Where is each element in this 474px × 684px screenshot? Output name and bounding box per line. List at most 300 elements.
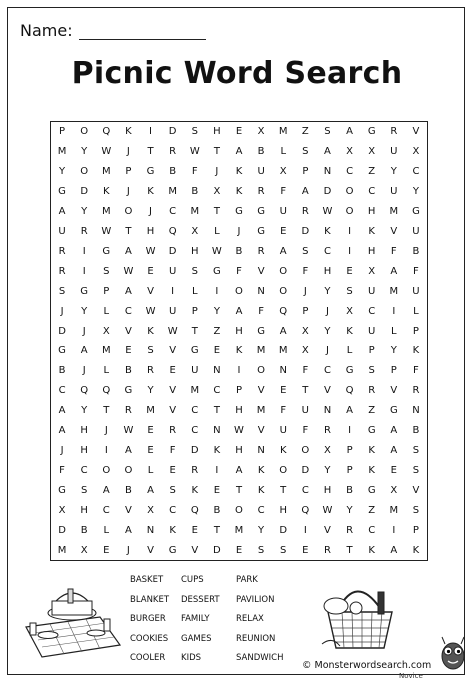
grid-letter: T [346,544,353,556]
grid-letter: J [149,206,152,218]
grid-letter: Y [324,285,331,297]
grid-letter: Q [168,225,177,237]
grid-letter: J [303,285,307,297]
grid-letter: L [191,285,198,297]
grid-letter: V [257,425,265,437]
grid-letter: S [280,544,287,556]
grid-letter: V [124,504,132,516]
grid-letter: K [324,225,331,237]
grid-letter: T [213,206,220,218]
grid-letter: P [59,126,66,138]
grid-letter: W [123,265,134,277]
grid-letter: A [346,126,353,138]
grid-letter: V [257,265,265,277]
word-list-item: REUNION [236,633,276,644]
grid-letter: H [80,425,88,437]
letter-grid [50,121,428,561]
grid-letter: O [301,444,310,456]
grid-letter: J [82,325,86,337]
grid-letter: Y [81,206,88,218]
grid-letter: C [346,166,354,178]
name-field-row [20,21,206,40]
grid-letter: C [323,365,331,377]
grid-letter: D [301,464,310,476]
grid-letter: F [302,425,309,437]
grid-letter: T [213,146,220,158]
grid-letter: P [302,305,309,317]
grid-letter: A [124,245,132,257]
grid-letter: C [412,166,420,178]
grid-letter: G [58,345,66,357]
grid-letter: M [190,206,200,218]
page-title: Picnic Word Search [71,56,403,91]
grid-letter: J [126,544,130,556]
grid-letter: F [280,405,287,417]
grid-letter: K [147,325,154,337]
grid-letter: E [213,484,221,496]
grid-letter: A [58,206,66,218]
word-list-item: PAVILION [236,594,275,605]
grid-letter: M [256,405,266,417]
grid-letter: G [58,484,66,496]
grid-letter: K [125,126,132,138]
grid-letter: A [390,544,398,556]
grid-letter: Y [147,385,154,397]
grid-letter: O [80,166,89,178]
grid-letter: M [101,206,111,218]
grid-letter: U [58,225,66,237]
name-label: Name: [20,21,73,40]
grid-letter: Y [390,166,397,178]
grid-letter: N [213,365,221,377]
grid-letter: K [191,484,199,496]
grid-letter: H [235,325,243,337]
grid-letter: T [125,225,132,237]
grid-letter: V [147,544,154,556]
grid-letter: W [167,325,178,337]
grid-letter: U [368,285,376,297]
grid-letter: X [257,126,265,138]
grid-letter: W [322,504,333,516]
grid-letter: S [147,345,154,357]
grid-letter: D [168,245,177,257]
grid-letter: T [235,484,243,496]
word-list-item: GAMES [181,633,212,644]
grid-letter: E [169,365,176,377]
word-list-item: CUPS [181,575,204,585]
grid-letter: A [58,425,66,437]
word-list-column-3 [236,575,306,673]
grid-letter: K [235,166,243,178]
grid-letter: M [256,345,266,357]
grid-letter: G [389,405,398,417]
grid-letter: R [58,265,66,277]
grid-letter: W [101,225,112,237]
grid-letter: G [257,325,265,337]
grid-letter: K [257,464,265,476]
grid-letter: A [58,405,66,417]
grid-letter: V [169,405,177,417]
grid-letter: A [235,146,243,158]
grid-letter: Y [346,504,353,516]
grid-letter: K [213,444,221,456]
grid-letter: U [390,186,398,198]
grid-letter: H [213,126,221,138]
grid-letter: O [80,126,89,138]
grid-letter: D [58,524,66,536]
grid-letter: R [124,405,132,417]
grid-letter: R [58,245,66,257]
grid-letter: Y [324,325,331,337]
grid-letter: C [323,245,331,257]
grid-letter: R [257,186,265,198]
grid-letter: D [301,225,310,237]
grid-letter: O [279,464,288,476]
grid-letter: O [345,186,354,198]
grid-letter: K [257,484,265,496]
grid-letter: Z [368,504,376,516]
grid-letter: D [80,186,89,198]
grid-letter: K [279,444,287,456]
grid-letter: C [169,206,177,218]
grid-letter: R [301,206,309,218]
grid-letter: U [257,166,265,178]
word-list-item: DESSERT [181,594,220,605]
grid-letter: M [389,285,399,297]
grid-letter: C [257,504,265,516]
grid-letter: G [124,385,133,397]
grid-letter: Y [81,146,88,158]
grid-letter: G [345,365,354,377]
grid-letter: J [60,444,64,456]
grid-letter: C [169,504,177,516]
picnic-basket-illustration [318,578,404,654]
grid-letter: Q [80,385,89,397]
grid-letter: E [169,464,176,476]
grid-letter: P [346,444,353,456]
grid-letter: S [58,285,66,297]
grid-letter: G [367,126,376,138]
grid-letter: U [368,325,376,337]
grid-letter: A [279,245,287,257]
grid-letter: H [367,206,376,218]
grid-letter: Z [213,325,221,337]
grid-letter: Y [81,305,88,317]
grid-letter: N [412,405,420,417]
grid-letter: H [235,444,243,456]
grid-letter: J [126,146,130,158]
grid-letter: K [235,345,243,357]
grid-letter: I [348,225,352,237]
grid-letter: A [390,265,398,277]
grid-letter: M [389,504,399,516]
grid-letter: G [213,265,221,277]
grid-letter: Q [345,385,354,397]
grid-letter: N [279,365,287,377]
grid-letter: V [324,524,331,536]
grid-letter: L [103,524,110,536]
grid-letter: J [215,166,219,178]
grid-letter: V [390,225,398,237]
grid-letter: W [189,146,200,158]
grid-letter: X [58,504,66,516]
grid-letter: F [413,365,419,377]
grid-letter: M [101,166,111,178]
grid-letter: S [412,504,420,516]
grid-letter: V [324,385,331,397]
grid-letter: A [80,345,88,357]
grid-letter: Q [102,385,111,397]
grid-letter: B [58,365,66,377]
grid-letter: N [257,444,265,456]
grid-letter: M [146,405,155,417]
grid-letter: F [236,265,242,277]
word-list-item: SANDWICH [236,653,284,663]
grid-letter: G [190,345,199,357]
grid-letter: R [169,425,177,437]
grid-letter: B [257,146,265,158]
grid-letter: V [124,325,132,337]
grid-letter: F [59,464,65,476]
grid-letter: I [82,245,86,257]
grid-letter: F [390,245,397,257]
grid-letter: U [412,285,420,297]
grid-letter: X [301,325,309,337]
grid-letter: A [324,146,331,158]
word-list-item: FAMILY [181,614,210,624]
grid-letter: O [235,504,243,516]
grid-letter: Y [213,305,220,317]
grid-letter: C [80,464,88,476]
grid-letter: A [102,484,110,496]
grid-letter: C [213,385,221,397]
grid-letter: Y [59,166,66,178]
grid-letter: M [278,126,288,138]
grid-letter: B [412,425,420,437]
grid-letter: I [348,245,352,257]
grid-letter: U [191,365,199,377]
grid-letter: A [147,484,154,496]
grid-letter: X [346,146,353,158]
grid-letter: N [213,425,221,437]
grid-letter: F [280,186,287,198]
grid-letter: E [147,265,154,277]
name-input-line[interactable] [79,23,206,40]
grid-letter: X [368,146,376,158]
grid-letter: B [346,484,354,496]
grid-letter: F [191,166,198,178]
grid-letter: Y [412,186,419,198]
grid-letter: T [280,484,287,496]
grid-letter: M [101,345,111,357]
grid-letter: S [103,265,110,277]
grid-letter: B [191,186,199,198]
grid-letter: T [213,405,220,417]
grid-letter: S [191,265,198,277]
grid-letter: J [237,225,241,237]
grid-letter: X [102,325,110,337]
grid-letter: E [213,345,221,357]
grid-letter: A [124,524,132,536]
grid-letter: I [149,126,152,138]
grid-letter: M [190,385,200,397]
grid-letter: E [235,126,243,138]
grid-letter: C [124,305,132,317]
grid-letter: G [257,206,265,218]
grid-letter: V [390,385,398,397]
grid-letter: J [126,186,130,198]
grid-letter: S [324,126,331,138]
grid-letter: N [146,524,155,536]
grid-letter: E [235,544,243,556]
grid-letter: R [323,425,331,437]
grid-letter: L [103,305,110,317]
grid-letter: G [58,186,66,198]
grid-letter: K [368,444,375,456]
grid-letter: I [392,524,396,536]
grid-letter: O [279,285,288,297]
grid-letter: U [301,405,309,417]
grid-letter: U [412,225,420,237]
grid-letter: X [324,444,331,456]
grid-letter: L [103,365,110,377]
grid-letter: R [80,225,88,237]
grid-letter: X [213,186,221,198]
grid-letter: J [325,345,329,357]
grid-letter: V [412,126,420,138]
grid-letter: S [257,544,265,556]
grid-letter: A [124,285,132,297]
grid-letter: Q [102,126,111,138]
grid-letter: W [145,245,156,257]
grid-letter: F [258,305,264,317]
picnic-blanket-illustration [20,583,124,661]
grid-letter: A [235,305,243,317]
word-list-item: BURGER [130,614,166,624]
monster-mascot-logo [438,632,468,672]
grid-letter: P [235,385,242,397]
grid-letter: L [413,305,419,317]
grid-letter: S [169,484,176,496]
grid-letter: M [168,186,177,198]
grid-letter: P [412,325,419,337]
grid-letter: R [346,524,354,536]
grid-letter: G [367,484,376,496]
grid-letter: H [323,265,332,277]
grid-letter: K [103,186,110,198]
grid-letter: F [169,444,176,456]
grid-letter: U [168,305,177,317]
grid-letter: R [368,385,376,397]
grid-letter: S [412,464,420,476]
grid-letter: A [235,464,243,476]
grid-letter: T [103,405,110,417]
grid-letter: P [368,345,375,357]
grid-letter: I [171,285,175,297]
grid-letter: S [191,126,198,138]
grid-letter: V [147,285,154,297]
grid-letter: D [323,186,332,198]
grid-letter: S [368,365,375,377]
grid-letter: B [213,504,221,516]
grid-letter: R [191,464,199,476]
grid-letter: H [146,225,155,237]
grid-letter: L [346,345,353,357]
grid-letter: F [302,265,309,277]
grid-letter: H [367,245,376,257]
grid-letter: I [215,464,219,476]
grid-letter: F [413,265,419,277]
site-credit: © Monsterwordsearch.com [302,660,432,671]
grid-letter: V [191,544,199,556]
grid-letter: W [123,425,134,437]
grid-letter: Q [301,504,310,516]
grid-letter: Y [390,345,397,357]
grid-letter: P [412,524,419,536]
grid-letter: W [145,305,156,317]
grid-letter: H [190,245,199,257]
grid-letter: I [392,305,396,317]
grid-letter: X [412,146,420,158]
grid-letter: C [301,484,309,496]
word-list-item: RELAX [236,614,264,624]
word-list-item: KIDS [181,653,202,663]
grid-letter: G [367,425,376,437]
grid-letter: C [191,405,199,417]
grid-letter: P [302,166,309,178]
grid-letter: I [237,365,241,377]
grid-letter: A [390,425,398,437]
grid-letter: K [368,225,375,237]
word-list-item: COOKIES [130,633,169,644]
grid-letter: C [191,425,199,437]
grid-letter: J [82,365,86,377]
grid-letter: A [279,325,287,337]
grid-letter: M [389,206,399,218]
word-list-item: BLANKET [130,594,170,605]
grid-letter: A [301,186,309,198]
grid-letter: B [124,365,132,377]
grid-letter: M [234,524,244,536]
grid-letter: Q [279,305,288,317]
grid-letter: X [80,544,88,556]
grid-letter: P [125,166,132,178]
grid-letter: N [257,285,265,297]
grid-letter: R [412,385,420,397]
grid-letter: E [390,464,397,476]
grid-letter: H [80,444,88,456]
word-list-item: COOLER [130,653,166,663]
grid-letter: D [190,444,199,456]
grid-letter: K [147,186,154,198]
grid-letter: N [323,166,332,178]
grid-letter: P [390,365,397,377]
grid-letter: B [80,524,88,536]
grid-letter: B [124,484,132,496]
grid-letter: D [168,126,177,138]
grid-letter: E [191,524,198,536]
word-list-item: PARK [236,575,258,585]
grid-letter: I [215,285,219,297]
grid-letter: O [124,206,133,218]
grid-letter: S [302,245,309,257]
grid-letter: Y [81,405,88,417]
grid-letter: V [412,484,420,496]
grid-letter: S [412,444,420,456]
grid-letter: W [322,206,333,218]
grid-letter: O [235,285,243,297]
grid-letter: R [323,544,331,556]
